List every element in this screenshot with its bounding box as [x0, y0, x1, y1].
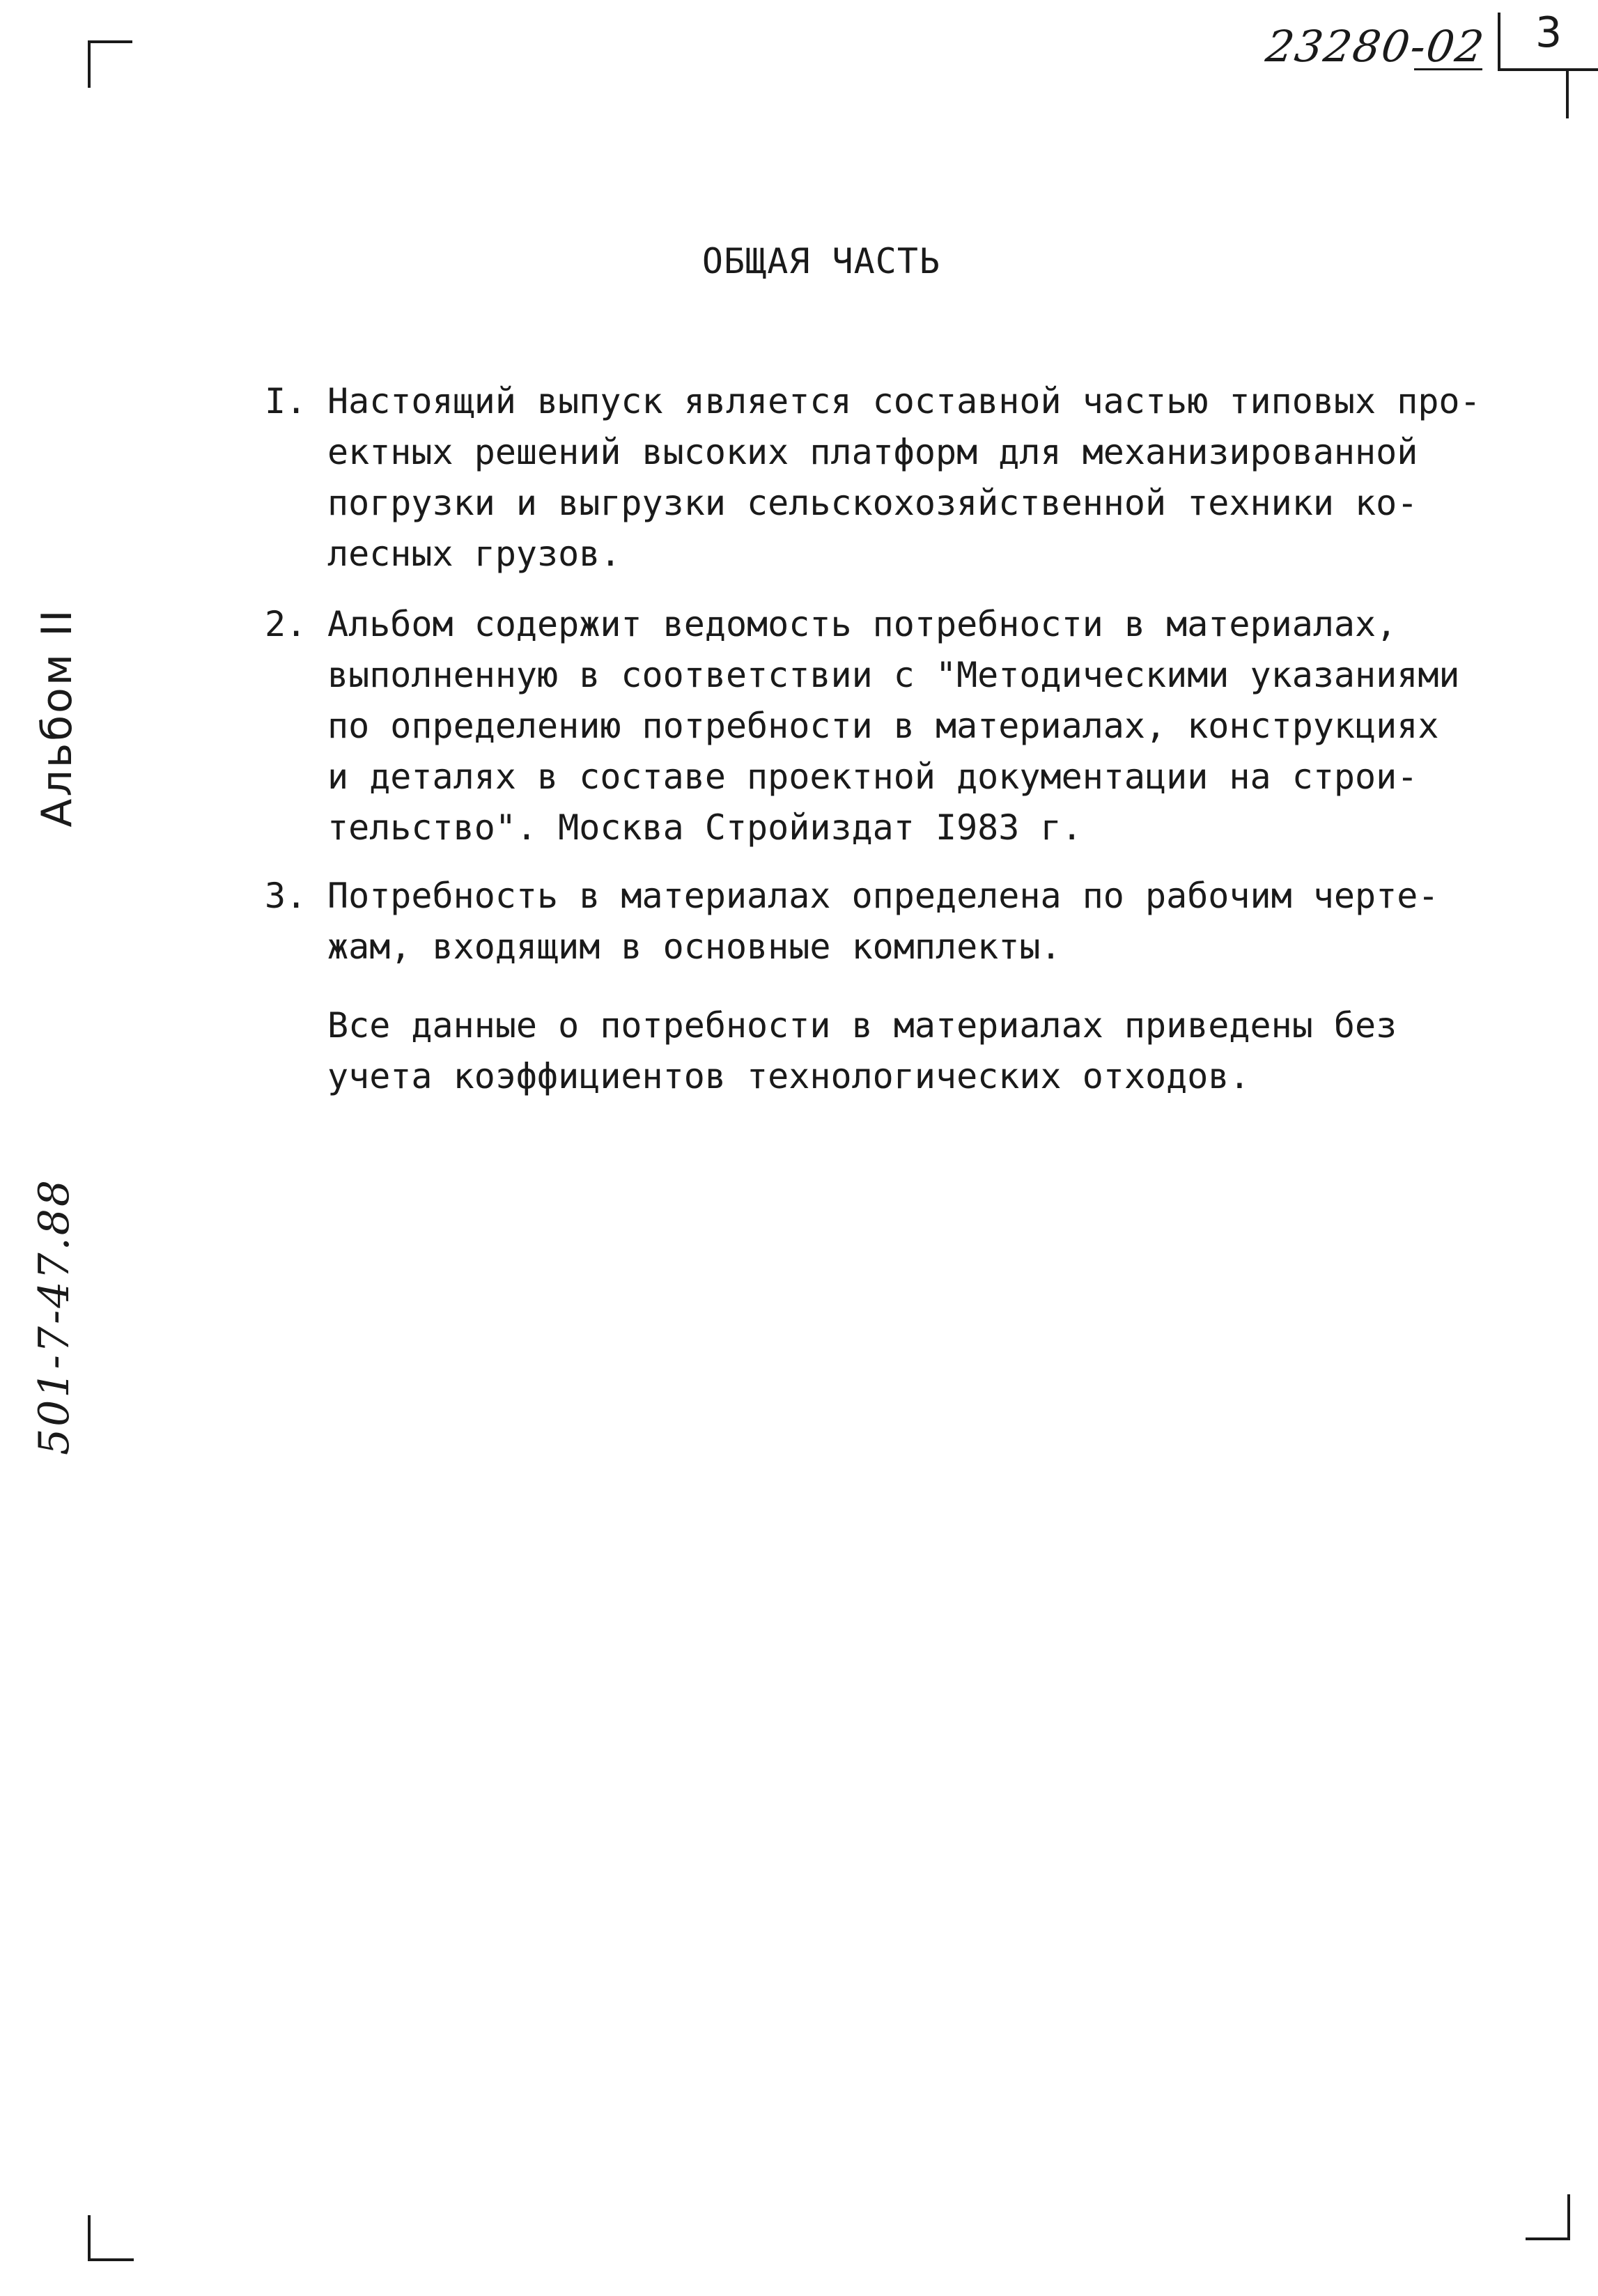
- crop-mark-bottom-left: [88, 2215, 134, 2261]
- text-line: выполненную в соответствии с "Методическими указаниями: [327, 655, 1460, 695]
- paragraph-number: 2.: [265, 604, 307, 644]
- text-line: Потребность в материалах определена по рабочим черте-: [327, 876, 1439, 916]
- crop-mark-top-left: [88, 40, 132, 88]
- text-line: и деталях в составе проектной документации на строи-: [327, 757, 1418, 797]
- page-box-divider: [1498, 13, 1500, 70]
- document-number-underline: [1414, 68, 1482, 70]
- note-text: [327, 1000, 1397, 1102]
- document-number: 23280-02: [1262, 21, 1489, 72]
- text-line: ектных решений высоких платформ для механизированной: [327, 432, 1418, 472]
- margin-album-label: Альбом II: [33, 607, 82, 828]
- paragraph-text: [327, 376, 1481, 580]
- text-line: учета коэффициентов технологических отходов.: [327, 1056, 1250, 1096]
- paragraph-text: [327, 871, 1438, 972]
- paragraph-number: I.: [265, 381, 307, 421]
- text-line: тельство". Москва Стройиздат I983 г.: [327, 807, 1083, 848]
- page-box-bottom-border: [1498, 68, 1598, 71]
- text-line: жам, входящим в основные комплекты.: [327, 926, 1062, 967]
- page-number: 3: [1535, 8, 1562, 57]
- margin-project-code: 501-7-47.88: [30, 1177, 79, 1456]
- text-line: Все данные о потребности в материалах приведены без: [327, 1005, 1397, 1046]
- crop-mark-bottom-right: [1526, 2194, 1570, 2240]
- page-box-tick: [1566, 70, 1569, 118]
- text-line: по определению потребности в материалах, конструкциях: [327, 706, 1439, 746]
- text-line: погрузки и выгрузки сельскохозяйственной техники ко-: [327, 483, 1418, 523]
- text-line: Альбом содержит ведомость потребности в материалах,: [327, 604, 1397, 644]
- paragraph-number: 3.: [265, 876, 307, 916]
- paragraph-text: [327, 599, 1460, 853]
- text-line: лесных грузов.: [327, 534, 621, 574]
- section-heading: ОБЩАЯ ЧАСТЬ: [701, 241, 941, 281]
- text-line: Настоящий выпуск является составной частью типовых про-: [327, 381, 1481, 421]
